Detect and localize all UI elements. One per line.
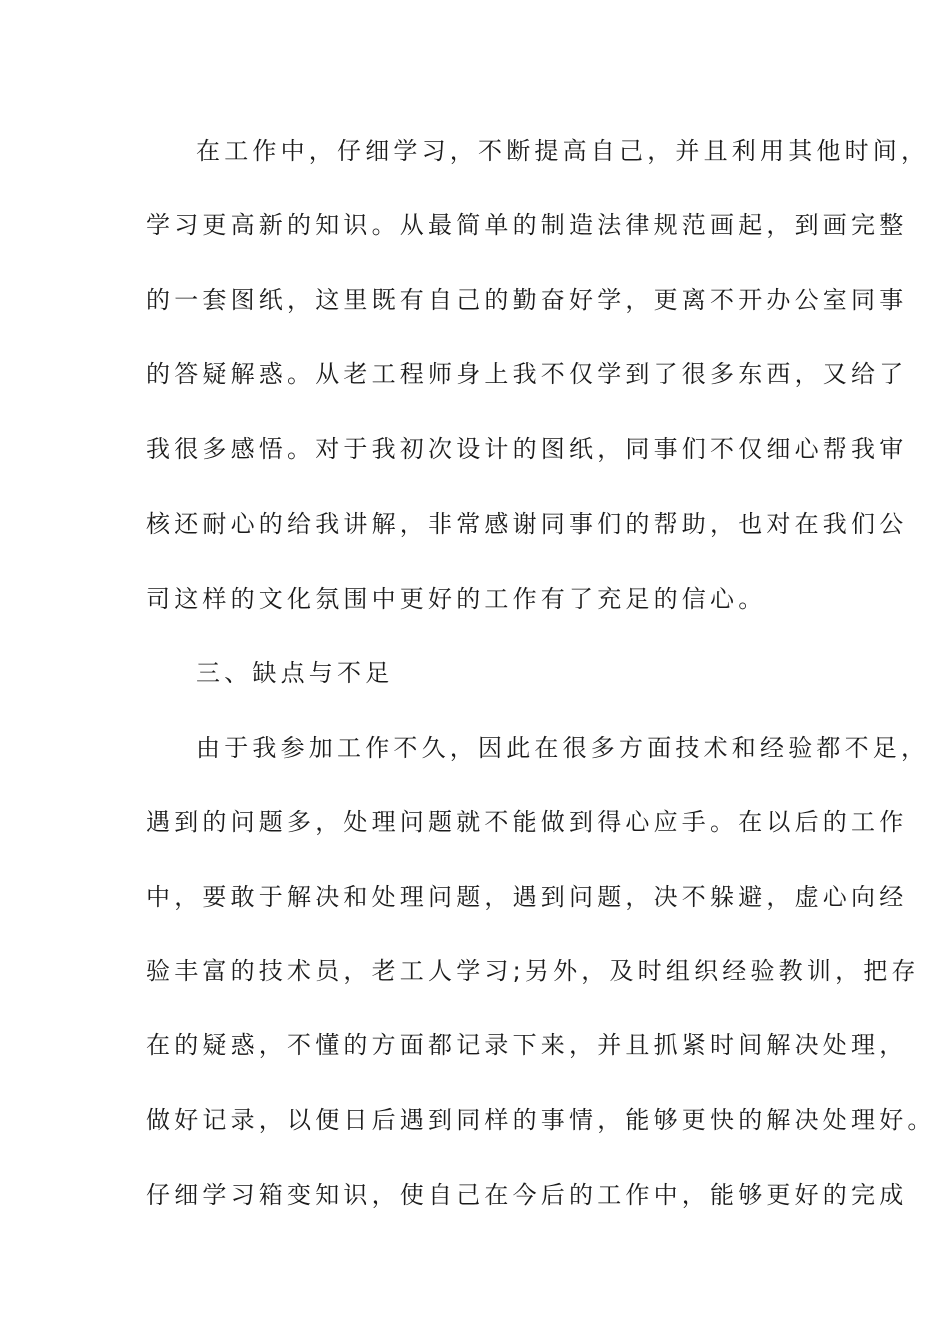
paragraph-line: 验丰富的技术员，老工人学习;另外，及时组织经验教训，把存 [146, 957, 920, 985]
paragraph-line: 我很多感悟。对于我初次设计的图纸，同事们不仅细心帮我审 [146, 435, 908, 463]
paragraph-line: 在工作中，仔细学习，不断提高自己，并且利用其他时间， [196, 137, 930, 165]
paragraph-line: 在的疑惑，不懂的方面都记录下来，并且抓紧时间解决处理， [146, 1031, 908, 1059]
paragraph-line: 遇到的问题多，处理问题就不能做到得心应手。在以后的工作 [146, 808, 908, 836]
paragraph-line: 核还耐心的给我讲解，非常感谢同事们的帮助，也对在我们公 [146, 510, 908, 538]
section-heading: 三、缺点与不足 [196, 659, 394, 687]
paragraph-line: 仔细学习箱变知识，使自己在今后的工作中，能够更好的完成 [146, 1181, 908, 1209]
paragraph-line: 中，要敢于解决和处理问题，遇到问题，决不躲避，虚心向经 [146, 883, 908, 911]
paragraph-line: 的一套图纸，这里既有自己的勤奋好学，更离不开办公室同事 [146, 286, 908, 314]
paragraph-line: 学习更高新的知识。从最简单的制造法律规范画起，到画完整 [146, 211, 908, 239]
paragraph-line: 的答疑解惑。从老工程师身上我不仅学到了很多东西，又给了 [146, 360, 908, 388]
paragraph-line: 做好记录，以便日后遇到同样的事情，能够更快的解决处理好。 [146, 1106, 936, 1134]
paragraph-line: 由于我参加工作不久，因此在很多方面技术和经验都不足， [196, 734, 930, 762]
paragraph-line: 司这样的文化氛围中更好的工作有了充足的信心。 [146, 585, 767, 613]
